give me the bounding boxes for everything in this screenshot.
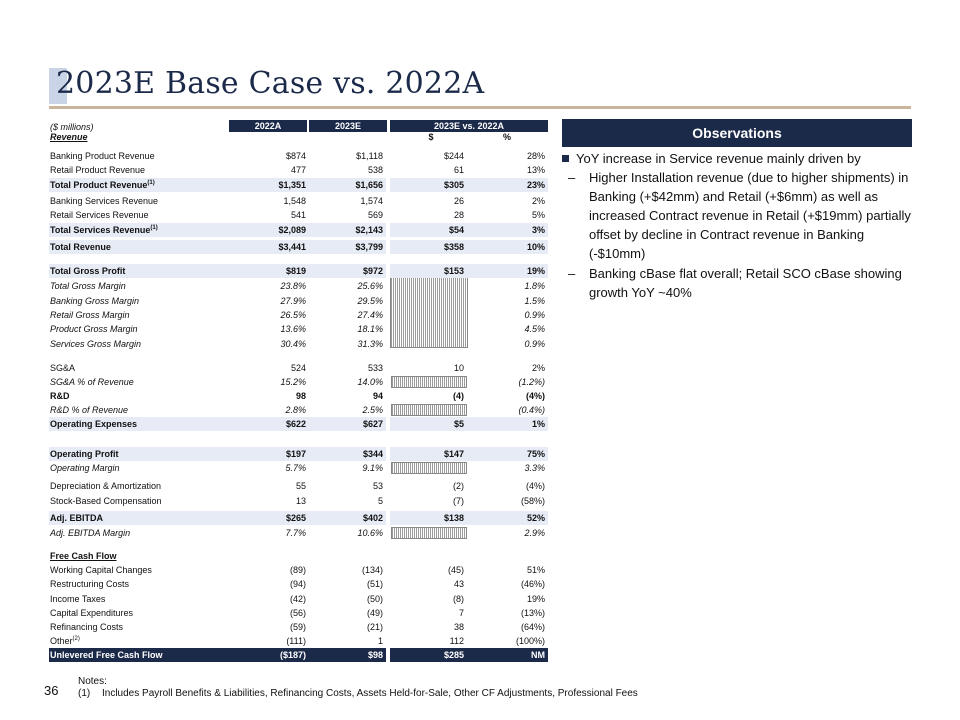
row-label: Retail Gross Margin — [50, 310, 130, 320]
variance-pct: (13%) — [520, 608, 545, 618]
value-2022a: 7.7% — [285, 528, 306, 538]
value-2022a: 15.2% — [280, 377, 306, 387]
value-2023e: 25.6% — [357, 281, 383, 291]
table-row — [49, 163, 549, 177]
footnote-text: Includes Payroll Benefits & Liabilities, Refinancing Costs, Assets Held-for-Sale, Other CF Adjustments, Professional Fees — [102, 688, 638, 699]
row-label: Operating Profit — [50, 449, 119, 459]
table-row — [49, 194, 549, 208]
value-2023e: $1,656 — [355, 180, 383, 190]
dash-icon: – — [568, 170, 576, 185]
value-2023e: 29.5% — [357, 296, 383, 306]
revenue-section-label: Revenue — [50, 132, 88, 142]
variance-dollar: 10 — [453, 363, 464, 373]
variance-dollar: (2) — [453, 481, 464, 491]
variance-dollar: 7 — [458, 608, 464, 618]
dash-icon: – — [568, 266, 576, 281]
variance-pct: 19% — [526, 594, 545, 604]
footnote-1 — [78, 688, 638, 700]
variance-pct: 19% — [526, 266, 545, 276]
value-2023e: 31.3% — [357, 339, 383, 349]
value-2023e: 1,574 — [360, 196, 383, 206]
table-row — [49, 375, 549, 389]
footnotes — [78, 676, 638, 700]
observation-bullet-text: YoY increase in Service revenue mainly driven by — [576, 151, 861, 166]
variance-pct: 0.9% — [524, 310, 545, 320]
value-2023e: $1,118 — [356, 151, 383, 161]
row-label: Adj. EBITDA Margin — [50, 528, 131, 538]
value-2022a: (56) — [289, 608, 306, 618]
table-row — [49, 178, 549, 192]
table-row — [49, 208, 549, 222]
table-row — [49, 294, 549, 308]
value-2022a: (89) — [289, 565, 306, 575]
variance-dollar: 43 — [453, 579, 464, 589]
value-2022a: $874 — [285, 151, 306, 161]
row-label: Total Product Revenue$^{(1)}$ — [50, 180, 155, 190]
header-dollar: $ — [428, 132, 434, 142]
row-label: Income Taxes — [50, 594, 106, 604]
table-row — [49, 549, 549, 563]
row-label: Product Gross Margin — [50, 324, 138, 334]
variance-pct: 23% — [526, 180, 545, 190]
value-2022a: $197 — [285, 449, 306, 459]
row-label: Depreciation & Amortization — [50, 481, 162, 491]
table-row — [49, 149, 549, 163]
table-row — [49, 494, 549, 508]
table-row — [49, 577, 549, 591]
row-label: Operating Margin — [50, 463, 120, 473]
value-2022a: 26.5% — [280, 310, 306, 320]
value-2023e: $3,799 — [355, 242, 383, 252]
value-2022a: (42) — [289, 594, 306, 604]
table-row — [49, 337, 549, 351]
hatch-cell — [391, 376, 467, 388]
hatch-cell — [391, 527, 467, 539]
variance-pct: NM — [531, 650, 545, 660]
hatch-cell — [391, 462, 467, 474]
value-2022a: $1,351 — [278, 180, 306, 190]
row-label: Other$^{(2)}$ — [50, 636, 80, 646]
value-2022a: $3,441 — [278, 242, 306, 252]
row-label: Working Capital Changes — [50, 565, 152, 575]
row-label: Retail Services Revenue — [50, 210, 149, 220]
value-2023e: 533 — [367, 363, 383, 373]
table-row — [49, 479, 549, 493]
variance-pct: (4%) — [525, 391, 545, 401]
value-2022a: $2,089 — [278, 225, 306, 235]
variance-pct: 75% — [526, 449, 545, 459]
value-2022a: 23.8% — [280, 281, 306, 291]
row-label: Services Gross Margin — [50, 339, 142, 349]
variance-pct: 52% — [526, 513, 545, 523]
title-rule — [49, 106, 911, 109]
value-2023e: 569 — [367, 210, 383, 220]
value-2023e: $98 — [367, 650, 383, 660]
variance-pct: (4%) — [525, 481, 545, 491]
row-label: Stock-Based Compensation — [50, 496, 162, 506]
variance-pct: 28% — [526, 151, 545, 161]
table-row — [49, 322, 549, 336]
value-2022a: 524 — [290, 363, 306, 373]
observation-sub-2-text: Banking cBase flat overall; Retail SCO cBase showing growth YoY ~40% — [589, 266, 902, 300]
variance-dollar: (4) — [453, 391, 464, 401]
value-2023e: 10.6% — [357, 528, 383, 538]
table-row — [49, 308, 549, 322]
value-2023e: (134) — [361, 565, 383, 575]
value-2022a: 5.7% — [285, 463, 306, 473]
value-2023e: 94 — [372, 391, 383, 401]
observation-sub-1-text: Higher Installation revenue (due to higher shipments) in Banking (+$42mm) and Retail (+$6mm) as well as increased Contract revenue in Retail (+$19mm) partially offset by decline in Contract revenue in Banking (-$10mm) — [589, 170, 911, 261]
variance-pct: 10% — [526, 242, 545, 252]
table-row — [49, 592, 549, 606]
value-2022a: 13.6% — [280, 324, 306, 334]
value-2023e: 538 — [367, 165, 383, 175]
variance-dollar: $305 — [443, 180, 464, 190]
observation-sub-1 — [568, 168, 913, 263]
table-row — [49, 417, 549, 431]
value-2023e: $972 — [362, 266, 383, 276]
value-2022a: ($187) — [279, 650, 306, 660]
variance-pct: 3% — [531, 225, 545, 235]
value-2022a: 1,548 — [283, 196, 306, 206]
variance-dollar: $54 — [448, 225, 464, 235]
variance-pct: (100%) — [515, 636, 545, 646]
value-2023e: 2.5% — [362, 405, 383, 415]
value-2023e: (51) — [366, 579, 383, 589]
row-label: Free Cash Flow — [50, 551, 117, 561]
row-label: Refinancing Costs — [50, 622, 124, 632]
row-label: Restructuring Costs — [50, 579, 130, 589]
value-2022a: $622 — [285, 419, 306, 429]
row-label: Total Gross Profit — [50, 266, 126, 276]
value-2023e: 27.4% — [357, 310, 383, 320]
table-row — [49, 511, 549, 525]
row-label: SG&A % of Revenue — [50, 377, 134, 387]
value-2022a: 477 — [290, 165, 306, 175]
hatch-cell — [391, 404, 467, 416]
row-label: Capital Expenditures — [50, 608, 134, 618]
variance-dollar: $358 — [443, 242, 464, 252]
variance-dollar: 28 — [453, 210, 464, 220]
page-number: 36 — [44, 683, 59, 698]
header-pct: % — [502, 132, 511, 142]
variance-pct: 4.5% — [524, 324, 545, 334]
row-label: SG&A — [50, 363, 76, 373]
table-row — [49, 403, 549, 417]
value-2023e: (21) — [366, 622, 383, 632]
variance-dollar: (7) — [453, 496, 464, 506]
table-row — [49, 461, 549, 475]
variance-dollar: $5 — [453, 419, 464, 429]
value-2022a: (94) — [289, 579, 306, 589]
row-label: R&D % of Revenue — [50, 405, 129, 415]
variance-pct: 1% — [531, 419, 545, 429]
variance-dollar: $147 — [443, 449, 464, 459]
variance-pct: 2% — [531, 363, 545, 373]
variance-pct: 1.5% — [524, 296, 545, 306]
value-2022a: 541 — [290, 210, 306, 220]
variance-dollar: 112 — [449, 636, 464, 646]
variance-dollar: 26 — [453, 196, 464, 206]
value-2023e: $344 — [362, 449, 383, 459]
variance-pct: (64%) — [520, 622, 545, 632]
value-2023e: (50) — [366, 594, 383, 604]
table-row — [49, 264, 549, 278]
notes-heading: Notes: — [78, 676, 107, 687]
table-row — [49, 240, 549, 254]
variance-pct: (58%) — [520, 496, 545, 506]
row-label: R&D — [50, 391, 70, 401]
bullet-square-icon — [562, 155, 569, 162]
value-2023e: $402 — [362, 513, 383, 523]
units-label: ($ millions) — [50, 122, 94, 132]
value-2023e: 53 — [372, 481, 383, 491]
variance-pct: 3.3% — [524, 463, 545, 473]
table-row — [49, 389, 549, 403]
table-subheader-row — [49, 131, 549, 143]
variance-dollar: $244 — [443, 151, 464, 161]
variance-pct: (46%) — [520, 579, 545, 589]
variance-pct: (1.2%) — [518, 377, 545, 387]
value-2023e: (49) — [366, 608, 383, 618]
value-2022a: $265 — [285, 513, 306, 523]
table-row — [49, 563, 549, 577]
observation-sub-2 — [568, 264, 913, 302]
table-row — [49, 223, 549, 237]
value-2023e: 14.0% — [357, 377, 383, 387]
variance-pct: 2.9% — [524, 528, 545, 538]
value-2023e: 18.1% — [357, 324, 383, 334]
value-2022a: 2.8% — [285, 405, 306, 415]
value-2022a: (59) — [289, 622, 306, 632]
variance-dollar: $153 — [443, 266, 464, 276]
value-2023e: 5 — [377, 496, 383, 506]
row-label: Operating Expenses — [50, 419, 138, 429]
variance-pct: 0.9% — [524, 339, 545, 349]
table-row — [49, 648, 549, 662]
variance-pct: 5% — [531, 210, 545, 220]
value-2022a: 27.9% — [280, 296, 306, 306]
table-row — [49, 606, 549, 620]
value-2022a: 30.4% — [280, 339, 306, 349]
variance-pct: 2% — [531, 196, 545, 206]
row-label: Unlevered Free Cash Flow — [50, 650, 163, 660]
table-row — [49, 526, 549, 540]
value-2022a: (111) — [286, 636, 306, 646]
table-row — [49, 620, 549, 634]
table-row — [49, 279, 549, 293]
header-2022a: 2022A — [229, 120, 307, 132]
header-2023e: 2023E — [309, 120, 387, 132]
header-variance: 2023E vs. 2022A — [390, 120, 548, 132]
value-2022a: 13 — [295, 496, 306, 506]
variance-pct: (0.4%) — [518, 405, 545, 415]
value-2023e: 9.1% — [362, 463, 383, 473]
variance-dollar: 38 — [453, 622, 464, 632]
row-label: Adj. EBITDA — [50, 513, 103, 523]
row-label: Retail Product Revenue — [50, 165, 146, 175]
table-row — [49, 361, 549, 375]
value-2023e: $2,143 — [355, 225, 383, 235]
row-label: Total Services Revenue$^{(1)}$ — [50, 225, 158, 235]
row-label: Banking Product Revenue — [50, 151, 155, 161]
value-2022a: $819 — [285, 266, 306, 276]
observations-heading: Observations — [562, 119, 912, 147]
value-2022a: 55 — [295, 481, 306, 491]
observation-bullet — [562, 149, 910, 168]
variance-pct: 51% — [526, 565, 545, 575]
variance-pct: 13% — [526, 165, 545, 175]
footnote-marker: (1) — [78, 688, 91, 699]
row-label: Total Revenue — [50, 242, 111, 252]
variance-pct: 1.8% — [524, 281, 545, 291]
row-label: Banking Gross Margin — [50, 296, 140, 306]
variance-dollar: (8) — [453, 594, 464, 604]
row-label: Banking Services Revenue — [50, 196, 159, 206]
table-row — [49, 634, 549, 648]
value-2023e: 1 — [377, 636, 383, 646]
page-title: 2023E Base Case vs. 2022A — [56, 66, 485, 101]
row-label: Total Gross Margin — [50, 281, 126, 291]
variance-dollar: $285 — [443, 650, 464, 660]
value-2023e: $627 — [362, 419, 383, 429]
value-2022a: 98 — [295, 391, 306, 401]
variance-dollar: 61 — [453, 165, 464, 175]
variance-dollar: (45) — [447, 565, 464, 575]
table-row — [49, 447, 549, 461]
variance-dollar: $138 — [443, 513, 464, 523]
